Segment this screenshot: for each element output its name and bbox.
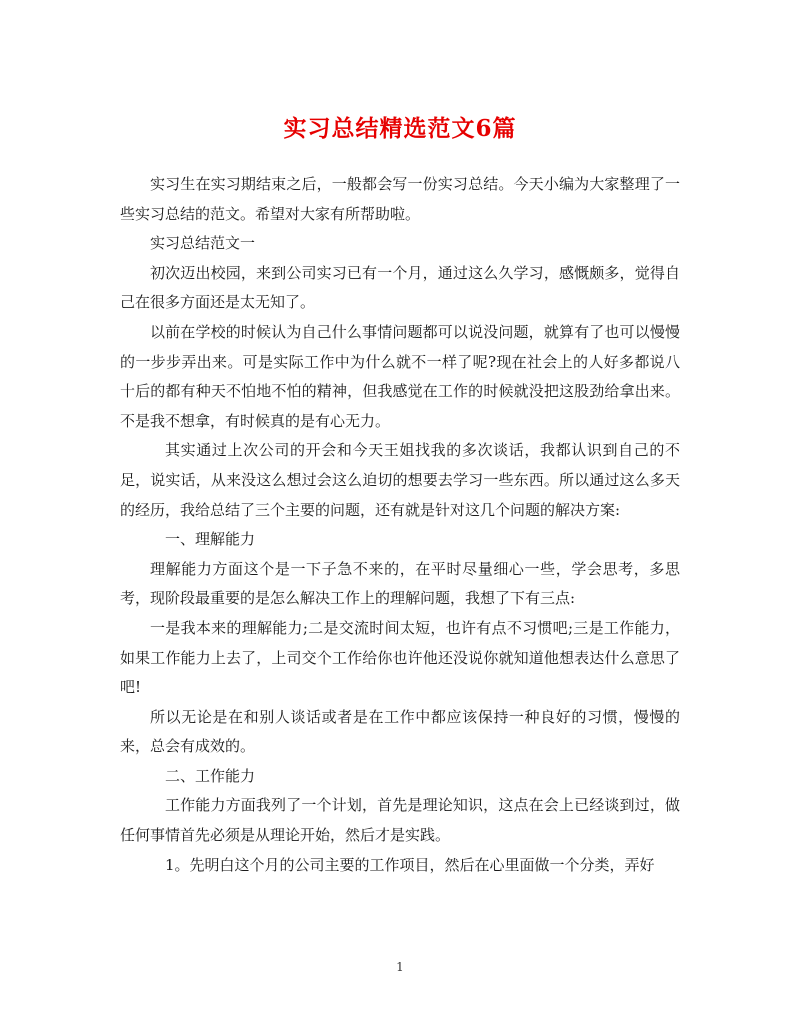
- intro-paragraph: 实习生在实习期结束之后，一般都会写一份实习总结。今天小编为大家整理了一些实习总结的范文。希望对大家有所帮助啦。: [120, 175, 680, 223]
- document-body: [120, 170, 680, 880]
- body-paragraph: 初次迈出校园，来到公司实习已有一个月，通过这么久学习，感慨颇多，觉得自己在很多方面还是太无知了。: [120, 263, 680, 312]
- body-paragraph: 以前在学校的时候认为自己什么事情问题都可以说没问题，就算有了也可以慢慢的一步步弄出来。可是实际工作中为什么就不一样了呢?现在社会上的人好多都说八十后的都有种天不怕地不怕的精神，但我感觉在工作的时候就没把这股劲给拿出来。不是我不想拿，有时候真的是有心无力。: [120, 322, 680, 430]
- section-heading-sample-one: 实习总结范文一: [150, 234, 256, 253]
- section-heading-work-ability: 二、工作能力: [165, 766, 256, 785]
- body-paragraph: 工作能力方面我列了一个计划，首先是理论知识，这点在会上已经谈到过，做任何事情首先必须是从理论开始，然后才是实践。: [120, 796, 680, 845]
- body-paragraph: 理解能力方面这个是一下子急不来的，在平时尽量细心一些，学会思考，多思考，现阶段最重要的是怎么解决工作上的理解问题，我想了下有三点:: [120, 559, 680, 608]
- page-number: 1: [396, 960, 404, 974]
- body-paragraph: 其实通过上次公司的开会和今天王姐找我的多次谈话，我都认识到自己的不足，说实话，从来没这么想过会这么迫切的想要去学习一些东西。所以通过这么多天的经历，我给总结了三个主要的问题，还有就是针对这几个问题的解决方案:: [120, 441, 680, 519]
- numbered-item: 1。先明白这个月的公司主要的工作项目，然后在心里面做一个分类，弄好: [165, 855, 655, 874]
- body-paragraph: 所以无论是在和别人谈话或者是在工作中都应该保持一种良好的习惯，慢慢的来，总会有成效的。: [120, 707, 680, 756]
- section-heading-comprehension: 一、理解能力: [165, 530, 256, 549]
- body-paragraph: 一是我本来的理解能力;二是交流时间太短，也许有点不习惯吧;三是工作能力，如果工作能力上去了，上司交个工作给你也许他还没说你就知道他想表达什么意思了吧!: [120, 618, 680, 697]
- document-title: 实习总结精选范文6篇: [283, 115, 517, 142]
